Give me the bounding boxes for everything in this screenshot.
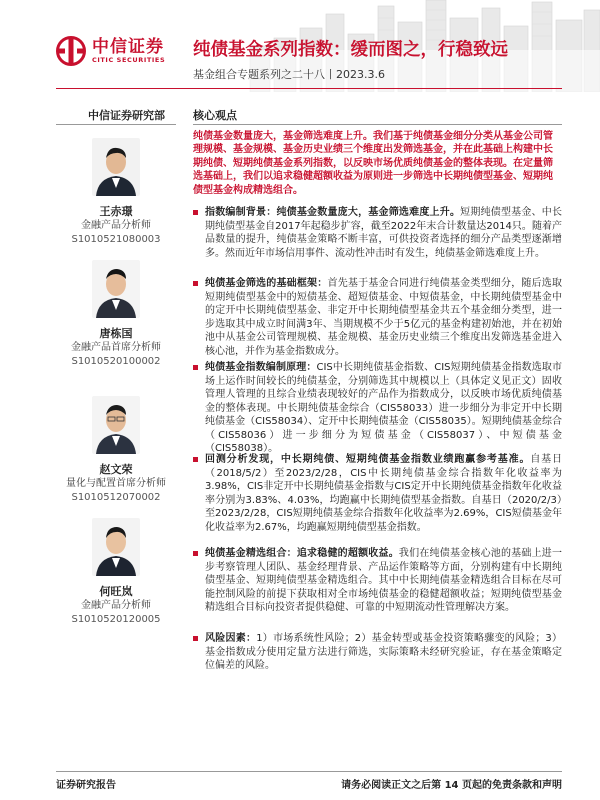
header-divider	[56, 88, 562, 89]
analyst-license-id: S1010512070002	[71, 492, 161, 503]
report-subtitle: 基金组合专题系列之二十八丨2023.3.6	[193, 68, 385, 81]
analyst-photo	[92, 260, 140, 318]
logo-chinese-name: 中信证券	[92, 36, 164, 57]
analyst-name: 王赤璟	[99, 205, 133, 218]
key-point-heading: 纯债基金指数编制原理：	[205, 362, 317, 373]
core-view-label: 核心观点	[193, 109, 237, 122]
key-point-heading: 纯债基金精选组合：追求稳健的超额收益。	[205, 548, 399, 559]
sidebar-divider	[56, 124, 176, 125]
footer-report-type: 证券研究报告	[56, 780, 116, 791]
analyst-name: 唐栋国	[99, 327, 133, 340]
main-divider	[193, 124, 562, 125]
bullet-square-icon	[193, 281, 198, 286]
key-point	[193, 632, 562, 673]
analyst-title: 量化与配置首席分析师	[66, 478, 166, 489]
page-header	[0, 0, 600, 92]
analyst-photo	[92, 138, 140, 196]
key-point	[193, 277, 562, 358]
report-title: 纯债基金系列指数：缓而图之，行稳致远	[193, 40, 508, 60]
key-point	[193, 206, 562, 260]
key-point-heading: 回测分析发现，中长期纯债、短期纯债基金指数业绩跑赢参考基准。	[205, 454, 531, 465]
analyst-license-id: S1010520120005	[71, 614, 161, 625]
key-point	[193, 361, 562, 456]
footer-divider	[56, 771, 562, 772]
analyst-card	[56, 260, 176, 369]
logo-english-name: CITIC SECURITIES	[92, 55, 166, 64]
key-point-body: 自基日（2018/5/2）至2023/2/28，CIS中长期纯债基金综合指数年化收益率为3.98%，CIS非定开中长期纯债基金指数与CIS定开中长期纯债基金指数年化收益率分别为3.83%、4.03%，均跑赢中长期纯债型基金指数。自基日（2020/2/3）至2023/2/28，CIS短期纯债基金综合指数年化收益率为2.69%，CIS短债基金年化收益率为2.67%，均跑赢短期纯债型基金指数。	[205, 454, 562, 533]
citic-logo-icon	[56, 36, 86, 66]
key-point	[193, 547, 562, 615]
research-dept-label: 中信证券研究部	[88, 109, 165, 122]
key-point-body: CIS中长期纯债基金指数、CIS短期纯债基金指数选取市场上运作时间较长的纯债基金，分别筛选其中规模以上（具体定义见正文）固收管理人管理的且综合业绩表现较好的产品作为指数成分，以反映市场优质纯债基金的整体表现。中长期纯债基金综合（CIS58033）进一步细分为非定开中长期纯债基金（CIS58034）、定开中长期纯债基金（CIS58035）。短期纯债基金综合（CIS58036）进一步细分为短债基金（CIS58037）、中短债基金（CIS58038）。	[205, 362, 563, 454]
analyst-title: 金融产品分析师	[81, 220, 151, 231]
key-point-body: 1）市场系统性风险；2）基金转型或基金投资策略骤变的风险；3）基金指数成分使用定量方法进行筛选，实际策略未经研究验证，存在基金策略定位偏差的风险。	[205, 633, 562, 671]
bullet-square-icon	[193, 365, 198, 370]
key-point-heading: 纯债基金筛选的基础框架：	[205, 278, 328, 289]
analyst-license-id: S1010521080003	[71, 234, 161, 245]
analyst-photo	[92, 518, 140, 576]
company-logo	[56, 36, 165, 66]
key-point-heading: 风险因素：	[205, 633, 257, 644]
key-point	[193, 453, 562, 534]
analyst-name: 赵文荣	[99, 463, 133, 476]
analyst-name: 何旺岚	[99, 585, 133, 598]
analyst-photo	[92, 396, 140, 454]
footer-disclaimer: 请务必阅读正文之后第 14 页起的免责条款和声明	[341, 780, 562, 791]
key-point-heading: 指数编制背景：纯债基金数量庞大，基金筛选难度上升。	[205, 207, 461, 218]
analyst-title: 金融产品分析师	[81, 600, 151, 611]
analyst-card	[56, 518, 176, 627]
bullet-square-icon	[193, 636, 198, 641]
analyst-card	[56, 396, 176, 505]
bullet-square-icon	[193, 210, 198, 215]
bullet-square-icon	[193, 457, 198, 462]
key-point-body: 我们在纯债基金核心池的基础上进一步考察管理人团队、基金经理背景、产品运作策略等方面，分别构建有中长期纯债型基金、短期纯债型基金精选组合。其中中长期纯债基金精选组合目标在尽可能控制风险的前提下获取相对全市场纯债基金的稳健超额收益；短期纯债型基金精选组合目标向投资者提供稳健、可靠的中短期流动性管理解决方案。	[205, 548, 563, 613]
analyst-license-id: S1010520100002	[71, 356, 161, 367]
bullet-square-icon	[193, 551, 198, 556]
summary-intro: 纯债基金数量庞大，基金筛选难度上升。我们基于纯债基金细分分类从基金公司管理规模、基金规模、基金历史业绩三个维度出发筛选基金，并在此基础上构建中长期纯债、短期纯债基金系列指数，以反映市场优质纯债基金的整体表现。在定量筛选基础上，我们以追求稳健超额收益为原则进一步筛选中长期纯债型基金、短期纯债型基金构成精选组合。	[193, 131, 553, 196]
key-point-body: 首先基于基金合同进行纯债基金类型细分，随后选取短期纯债型基金中的短债基金、超短债基金、中短债基金，中长期纯债型基金中的定开中长期纯债型基金、非定开中长期纯债型基金共五个基金细分类型，进一步选取其中成立时间满3年、当期规模不少于5亿元的基金构建初始池，并在初始池中从基金公司管理规模、基金规模、基金历史业绩三个维度出发筛选基金进入核心池，并作为基金指数成分。	[205, 278, 563, 357]
analyst-card	[56, 138, 176, 247]
analyst-title: 金融产品首席分析师	[71, 342, 161, 353]
key-point-body: 短期纯债型基金、中长期纯债型基金自2017年起稳步扩容，截至2022年末合计数量达2014只。随着产品数量的提升，纯债基金策略不断丰富，可供投资者选择的细分产品类型逐渐增多。然而近年市场信用事件、流动性冲击时有发生，纯债基金筛选难度上升。	[205, 207, 563, 259]
